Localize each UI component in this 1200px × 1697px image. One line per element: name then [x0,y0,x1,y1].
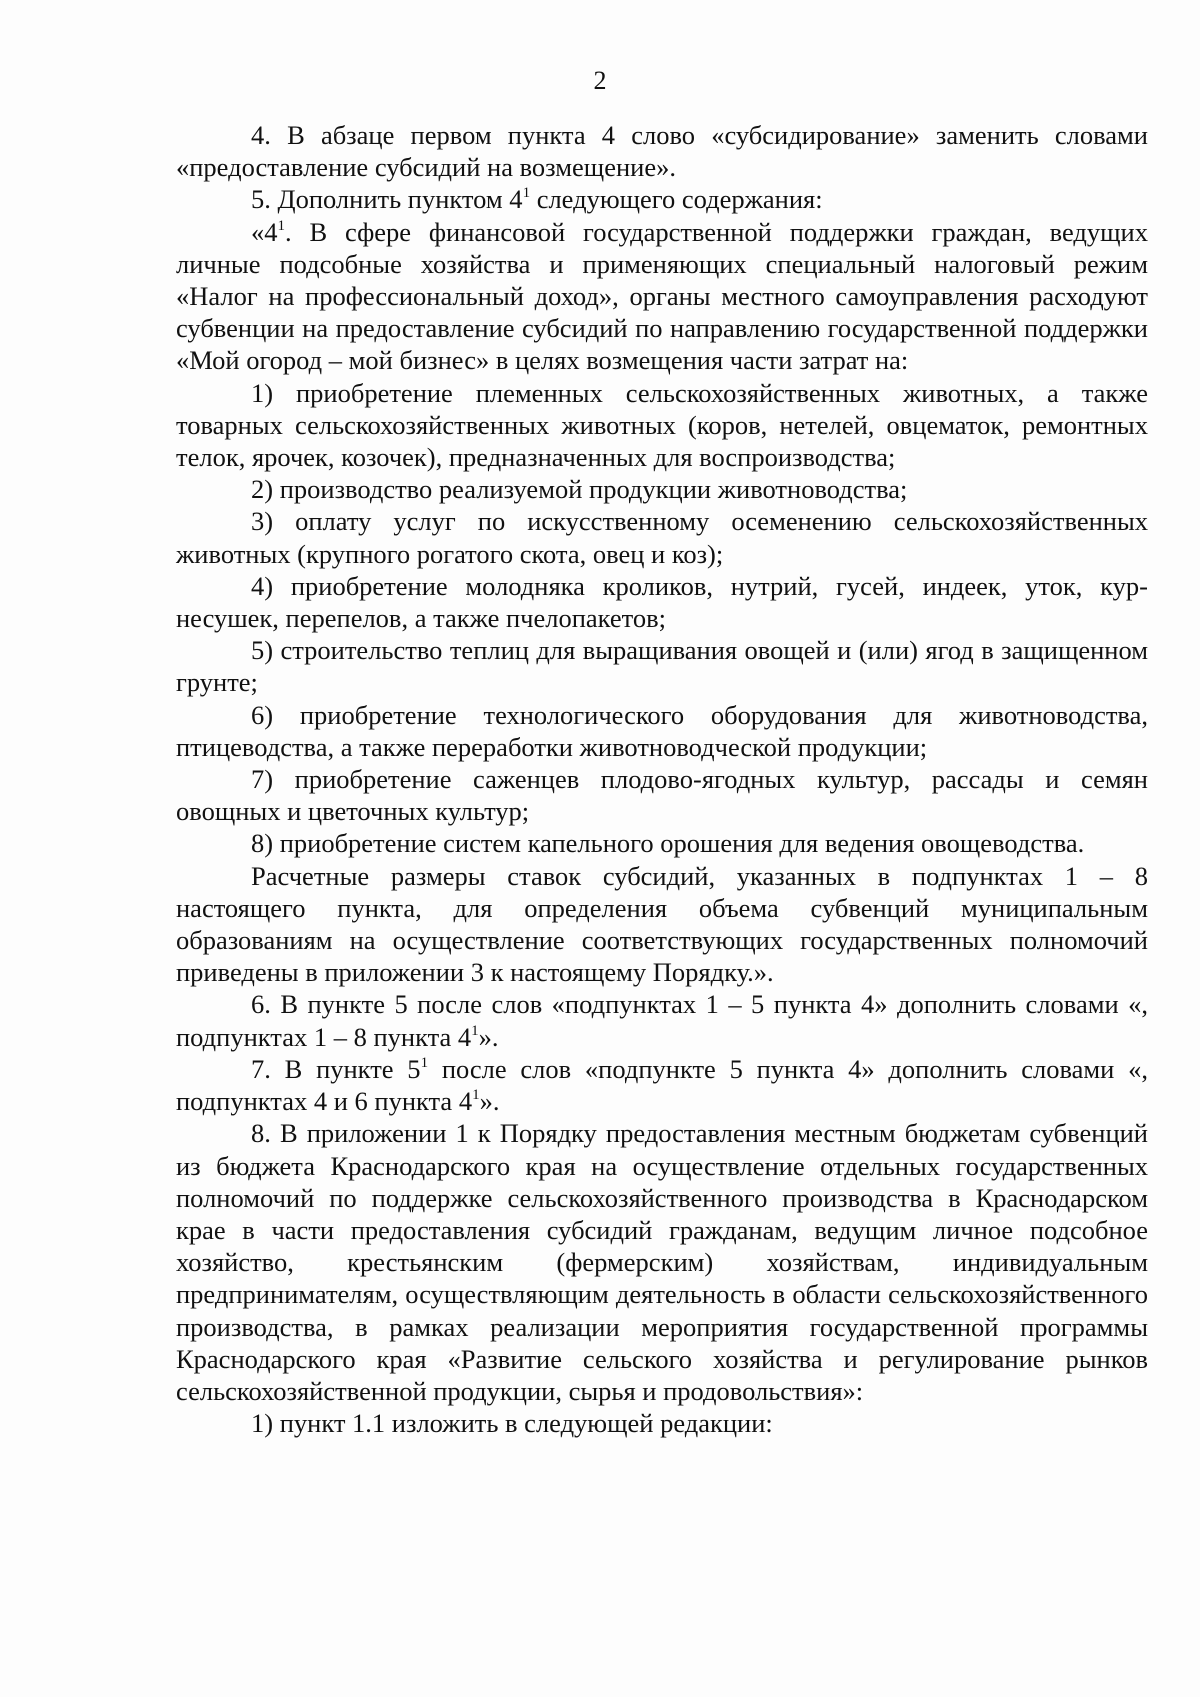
paragraph-item-4: 4. В абзаце первом пункта 4 слово «субсидирование» заменить словами «предоставление субсидий на возмещение». [176,120,1148,183]
subpoint-6: 6) приобретение технологического оборудования для животноводства, птицеводства, а также переработки животноводческой продукции; [176,699,1148,762]
superscript: 1 [471,1022,479,1039]
document-body [176,119,1148,1439]
paragraph-item-5: 5. Дополнить пунктом $4^1$ следующего содержания: [251,184,823,215]
subpoint-3: 3) оплату услуг по искусственному осеменению сельскохозяйственных животных (крупного рогатого скота, овец и коз); [176,506,1148,569]
superscript: 1 [522,185,531,202]
subpoint-2: 2) производство реализуемой продукции животноводства; [251,474,908,505]
superscript: 1 [420,1054,429,1071]
paragraph-item-6: 6. В пункте 5 после слов «подпунктах 1 – 5 пункта 4» дополнить словами «, подпунктах 1 – 8 пункта $4^1$». [176,989,1148,1052]
paragraph-rates: Расчетные размеры ставок субсидий, указанных в подпунктах 1 – 8 настоящего пункта, для определения объема субвенций муниципальным образованиям на осуществление соответствующих государственных полномочий приведены в приложении 3 к настоящему Порядку.». [176,860,1148,988]
paragraph-point-4-1: «$4^1$. В сфере финансовой государственной поддержки граждан, ведущих личные подсобные хозяйства и применяющих специальный налоговый режим «Налог на профессиональный доход», органы местного самоуправления расходуют субвенции на предоставление субсидий по направлению государственной поддержки «Мой огород – мой бизнес» в целях возмещения части затрат на: [176,216,1148,376]
superscript: 1 [277,217,285,234]
paragraph-item-7: 7. В пункте $5^1$ после слов «подпункте 5 пункта 4» дополнить словами «, подпунктах 4 и 6 пункта $4^1$». [176,1053,1148,1117]
subpoint-5: 5) строительство теплиц для выращивания овощей и (или) ягод в защищенном грунте; [176,635,1148,698]
subpoint-4: 4) приобретение молодняка кроликов, нутрий, гусей, индеек, уток, кур-несушек, перепелов, а также пчелопакетов; [176,570,1148,634]
subpoint-8: 8) приобретение систем капельного орошения для ведения овощеводства. [251,828,1085,859]
page-number: 2 [593,66,607,95]
paragraph-item-8: 8. В приложении 1 к Порядку предоставления местным бюджетам субвенций из бюджета Краснодарского края на осуществление отдельных государственных полномочий по поддержке сельскохозяйственного производства в Краснодарском крае в части предоставления субсидий гражданам, ведущим личное подсобное хозяйство, крестьянским (фермерским) хозяйствам, индивидуальным предпринимателям, осуществляющим деятельность в области сельскохозяйственного производства, в рамках реализации мероприятия государственной программы Краснодарского края «Развитие сельского хозяйства и регулирование рынков сельскохозяйственной продукции, сырья и продовольствия»: [176,1118,1148,1406]
subpoint-1: 1) приобретение племенных сельскохозяйственных животных, а также товарных сельскохозяйственных животных (коров, нетелей, овцематок, ремонтных телок, ярочек, козочек), предназначенных для воспроизводства; [176,377,1148,473]
subpoint-7: 7) приобретение саженцев плодово-ягодных культур, рассады и семян овощных и цветочных культур; [176,764,1148,827]
superscript: 1 [472,1087,480,1104]
subpoint-1-1: 1) пункт 1.1 изложить в следующей редакции: [251,1408,773,1439]
